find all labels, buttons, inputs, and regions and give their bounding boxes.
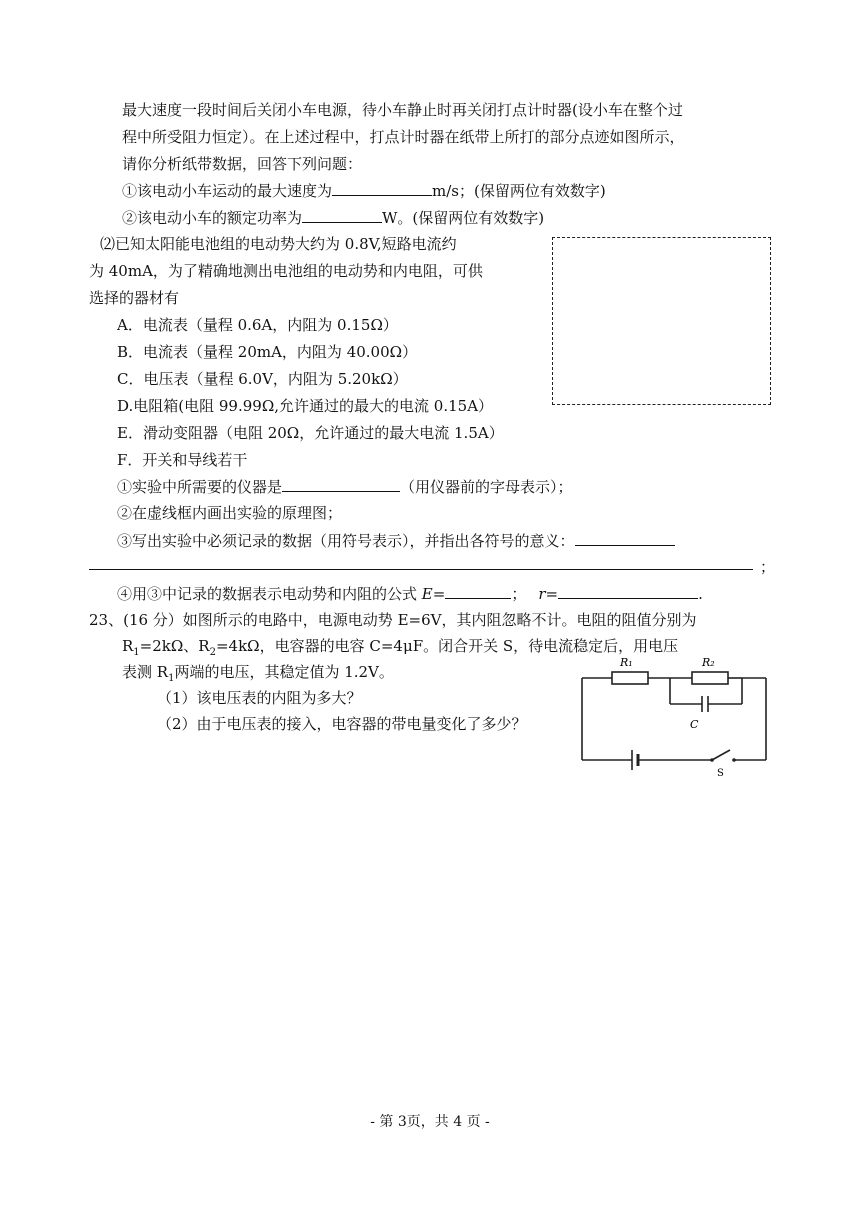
intro-line-1: 最大速度一段时间后关闭小车电源，待小车静止时再关闭打点计时器(设小车在整个过 (122, 101, 683, 119)
option-f: F．开关和导线若干 (117, 451, 248, 469)
page-footer: - 第 3页，共 4 页 - (370, 1114, 490, 1130)
q23-line-3-part-a: 表测 R (122, 663, 169, 681)
intro-line-3: 请你分析纸带数据，回答下列问题： (122, 155, 363, 173)
s-label: S (717, 768, 724, 779)
q2-step-1-blank[interactable] (282, 476, 400, 492)
r2-resistor (692, 672, 728, 684)
q2-step-1-suffix: （用仪器前的字母表示）； (400, 478, 573, 496)
q2-step-4-end: . (698, 585, 703, 603)
q2-step-2: ②在虚线框内画出实验的原理图； (117, 504, 343, 522)
q1-a-prefix: ①该电动小车运动的最大速度为 (122, 182, 333, 200)
emf-blank[interactable] (445, 583, 511, 599)
q1-b (122, 207, 544, 228)
q2-step-3-end: ； (760, 558, 776, 576)
q1-a (122, 180, 606, 201)
q2-step-1-prefix: ①实验中所需要的仪器是 (117, 478, 283, 496)
q1-a-suffix: m/s；(保留两位有效数字) (432, 182, 606, 200)
q1-b-prefix: ②该电动小车的额定功率为 (122, 209, 303, 227)
r2-label: R₂ (702, 656, 715, 669)
q2-line-2: 为 40mA，为了精确地测出电池组的电动势和内电阻，可供 (89, 262, 483, 280)
r-blank[interactable] (558, 583, 698, 599)
q2-step-3 (117, 530, 675, 551)
r-label: r= (538, 585, 559, 603)
q23-line-3 (122, 662, 394, 689)
q2-line-1: ⑵已知太阳能电池组的电动势大约为 0.8V,短路电流约 (100, 235, 457, 253)
switch-blade (712, 750, 730, 760)
q2-step-4-prefix: ④用③中记录的数据表示电动势和内阻的公式 (117, 585, 422, 603)
q2-step-4 (117, 583, 703, 604)
r1-label: R₁ (620, 656, 633, 669)
q2-step-3-long-blank[interactable] (89, 569, 753, 570)
q23-sub-1: （1）该电压表的内阻为多大？ (157, 689, 362, 707)
q2-step-1 (117, 476, 573, 497)
q2-line-3: 选择的器材有 (89, 289, 180, 307)
r1-resistor (612, 672, 648, 684)
q23-sub-2: （2）由于电压表的接入，电容器的带电量变化了多少？ (157, 715, 527, 733)
r1-subscript: 1 (133, 647, 140, 658)
option-e: E．滑动变阻器（电阻 20Ω，允许通过的最大电流 1.5A） (117, 424, 504, 442)
circuit-diagram (574, 652, 774, 782)
r2-subscript: 2 (209, 647, 216, 658)
q23-line-2-part-b: =2kΩ、R (139, 637, 210, 655)
option-b: B．电流表（量程 20mA，内阻为 40.00Ω） (117, 343, 418, 361)
q2-step-4-mid: ； (511, 585, 527, 603)
q23-line-3-part-b: 两端的电压，其稳定值为 1.2V。 (174, 663, 394, 681)
q1-a-blank[interactable] (332, 180, 432, 196)
option-d: D.电阻箱(电阻 99.99Ω,允许通过的最大的电流 0.15A） (117, 397, 494, 415)
intro-line-2: 程中所受阻力恒定）。在上述过程中，打点计时器在纸带上所打的部分点迹如图所示， (122, 128, 685, 146)
c-label: C (690, 718, 699, 731)
q1-b-blank[interactable] (302, 207, 382, 223)
q2-step-3-blank[interactable] (575, 530, 675, 546)
r1-symbol: R (122, 637, 134, 655)
emf-label: E= (421, 585, 446, 603)
q1-b-suffix: W。(保留两位有效数字) (382, 209, 545, 227)
q2-step-3-text: ③写出实验中必须记录的数据（用符号表示），并指出各符号的意义： (117, 532, 575, 550)
option-c: C．电压表（量程 6.0V，内阻为 5.20kΩ） (117, 370, 408, 388)
q23-line-2-part-c: =4kΩ，电容器的电容 C=4μF。闭合开关 S，待电流稳定后，用电压 (215, 637, 679, 655)
option-a: A．电流表（量程 0.6A，内阻为 0.15Ω） (117, 316, 398, 334)
q23-line-1: 23、(16 分）如图所示的电路中，电源电动势 E=6V，其内阻忽略不计。电阻的阻值分别为 (89, 611, 697, 629)
answer-dashed-box[interactable] (552, 237, 771, 405)
r1-subscript-2: 1 (168, 673, 175, 684)
